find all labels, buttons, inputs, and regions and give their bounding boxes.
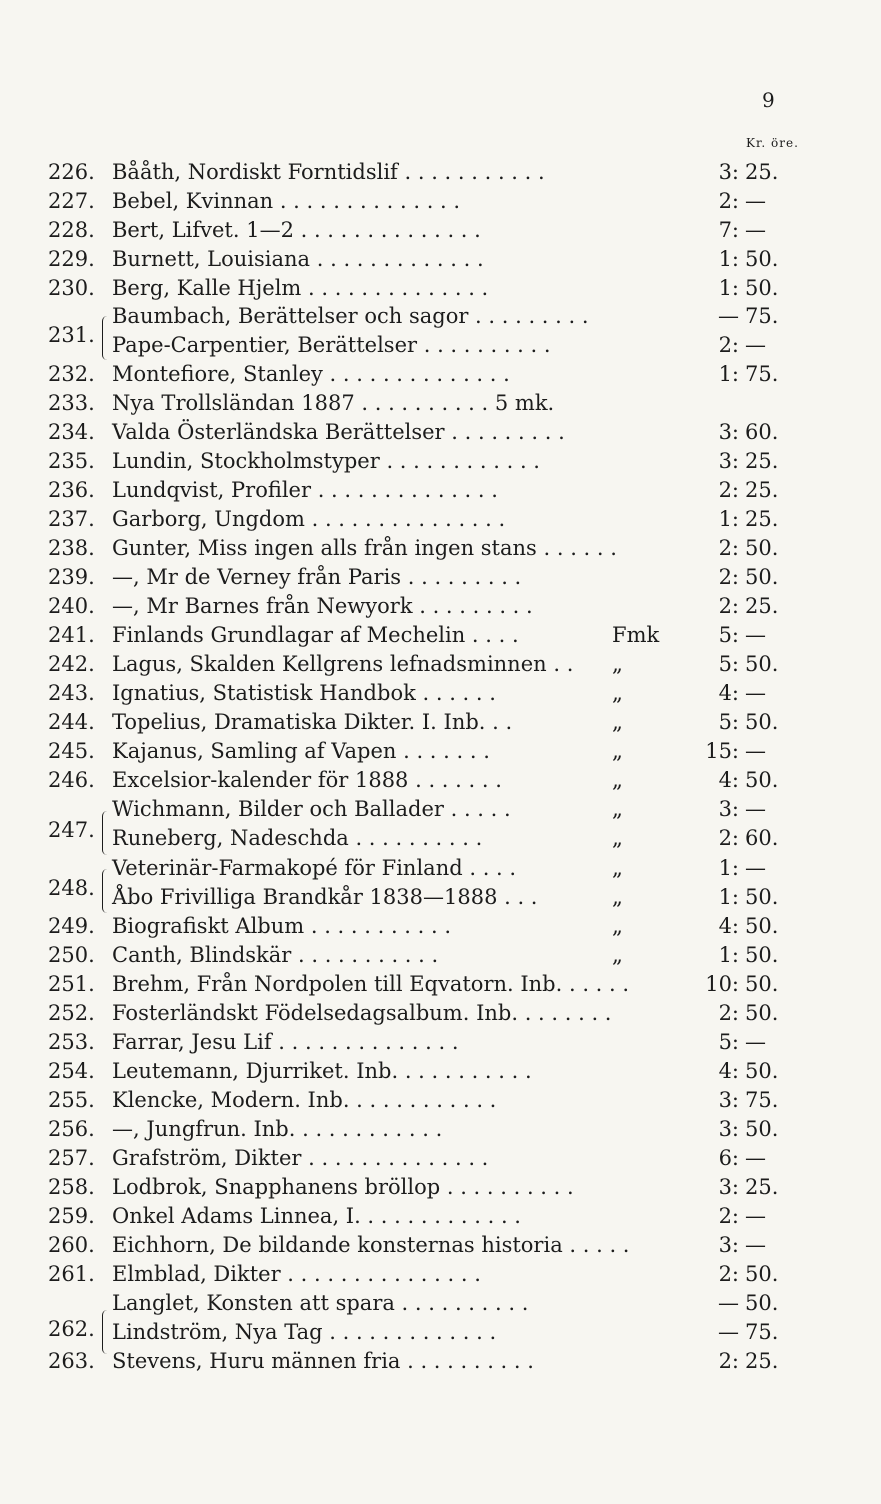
catalog-row [0,972,881,1002]
price-kronor: 1: [718,507,739,531]
catalog-row [0,797,881,827]
price-kronor: 3: [718,1117,739,1141]
catalog-row [0,856,881,886]
entry-title: Montefiore, Stanley . . . . . . . . . . . . . . [112,362,510,386]
price-ore: 60. [745,826,779,850]
entry-title: Gunter, Miss ingen alls från ingen stans . . . . . . [112,536,617,560]
currency-mark: „ [612,885,623,909]
currency-mark: „ [612,943,623,967]
price-ore: 25. [745,449,779,473]
price-ore: — [745,623,766,647]
price-kronor: 2: [718,1001,739,1025]
catalog-row [0,885,881,915]
entry-title: Bebel, Kvinnan . . . . . . . . . . . . . . [112,189,461,213]
price-ore: 50. [745,710,779,734]
entry-title: —, Mr Barnes från Newyork . . . . . . . . . [112,594,533,618]
catalog-row [0,1146,881,1176]
currency-mark: „ [612,710,623,734]
price-kronor: 5: [718,652,739,676]
entry-number-247: 247. [48,818,95,842]
entry-number: 229. [48,247,95,271]
entry-number: 243. [48,681,95,705]
price-ore: 75. [745,362,779,386]
price-kronor: 2: [718,565,739,589]
entry-title: Lodbrok, Snapphanens bröllop . . . . . . . . . . [112,1175,574,1199]
entry-number: 239. [48,565,95,589]
price-kronor: 4: [718,914,739,938]
entry-title: Grafström, Dikter . . . . . . . . . . . . . . [112,1146,489,1170]
price-ore: 25. [745,160,779,184]
price-ore: 25. [745,507,779,531]
catalog-row [0,304,881,334]
currency-mark: „ [612,914,623,938]
price-kronor: 3: [718,160,739,184]
catalog-row [0,1291,881,1321]
price-ore: 50. [745,1262,779,1286]
price-kronor: — [718,304,739,328]
entry-title: Finlands Grundlagar af Mechelin . . . . [112,623,519,647]
entry-number: 232. [48,362,95,386]
price-ore: 60. [745,420,779,444]
entry-number: 240. [48,594,95,618]
catalog-row [0,391,881,421]
price-ore: 50. [745,1117,779,1141]
entry-number: 250. [48,943,95,967]
catalog-row [0,768,881,798]
catalog-row [0,652,881,682]
price-ore: 50. [745,972,779,996]
price-ore: 25. [745,478,779,502]
entry-number-248: 248. [48,876,95,900]
price-ore: 75. [745,1320,779,1344]
price-kronor: 5: [718,710,739,734]
entry-title: Berg, Kalle Hjelm . . . . . . . . . . . . . . [112,276,489,300]
price-kronor: 5: [718,623,739,647]
price-kronor: 2: [718,1204,739,1228]
entry-number: 258. [48,1175,95,1199]
price-ore: — [745,1030,766,1054]
entry-number: 230. [48,276,95,300]
currency-mark: Fmk [612,623,660,647]
brace-262 [102,1310,110,1354]
price-ore: 75. [745,1088,779,1112]
entry-title: Bert, Lifvet. 1—2 . . . . . . . . . . . . . . [112,218,481,242]
entry-number: 246. [48,768,95,792]
entry-number: 242. [48,652,95,676]
price-kronor: 1: [718,276,739,300]
price-ore: 50. [745,565,779,589]
entry-number: 263. [48,1349,95,1373]
entry-number-231: 231. [48,323,95,347]
entry-number: 241. [48,623,95,647]
entry-title: Kajanus, Samling af Vapen . . . . . . . [112,739,490,763]
entry-number: 249. [48,914,95,938]
price-kronor: 6: [718,1146,739,1170]
entry-title: Baumbach, Berättelser och sagor . . . . . . . . . [112,304,589,328]
price-kronor: 2: [718,478,739,502]
price-ore: 50. [745,914,779,938]
price-kronor: 2: [718,1262,739,1286]
entry-title: Onkel Adams Linnea, I. . . . . . . . . . . . . [112,1204,521,1228]
entry-number: 236. [48,478,95,502]
catalog-row [0,1233,881,1263]
currency-mark: „ [612,739,623,763]
entry-number: 257. [48,1146,95,1170]
price-kronor: 4: [718,681,739,705]
price-kronor: 10: [705,972,739,996]
catalog-row [0,160,881,190]
entry-number: 253. [48,1030,95,1054]
entry-number: 252. [48,1001,95,1025]
currency-mark: „ [612,681,623,705]
entry-title: Canth, Blindskär . . . . . . . . . . . [112,943,439,967]
entry-number: 238. [48,536,95,560]
catalog-row [0,1262,881,1292]
entry-title: Elmblad, Dikter . . . . . . . . . . . . . . . [112,1262,481,1286]
price-kronor: 2: [718,594,739,618]
price-kronor: 1: [718,885,739,909]
entry-title: —, Jungfrun. Inb. . . . . . . . . . . . [112,1117,443,1141]
entry-title: Ignatius, Statistisk Handbok . . . . . . [112,681,496,705]
price-ore: 75. [745,304,779,328]
entry-title: Åbo Frivilliga Brandkår 1838—1888 . . . [112,885,538,909]
catalog-row [0,1349,881,1379]
price-ore: 50. [745,536,779,560]
price-kronor: 15: [705,739,739,763]
entry-number: 256. [48,1117,95,1141]
catalog-row [0,914,881,944]
entry-number: 227. [48,189,95,213]
entry-title: Biografiskt Album . . . . . . . . . . . [112,914,452,938]
price-kronor: 2: [718,189,739,213]
catalog-row [0,247,881,277]
entry-number: 261. [48,1262,95,1286]
entry-number: 237. [48,507,95,531]
entry-title: Pape-Carpentier, Berättelser . . . . . . . . . . [112,333,551,357]
catalog-row [0,565,881,595]
entry-title: Lindström, Nya Tag . . . . . . . . . . . . . [112,1320,497,1344]
price-kronor: 1: [718,856,739,880]
price-ore: 50. [745,1291,779,1315]
entry-number: 245. [48,739,95,763]
catalog-row [0,189,881,219]
entry-number: 255. [48,1088,95,1112]
entry-number: 234. [48,420,95,444]
entry-title: Garborg, Ungdom . . . . . . . . . . . . . . . [112,507,506,531]
page-number: 9 [762,88,775,112]
entry-title: Farrar, Jesu Lif . . . . . . . . . . . . . . [112,1030,459,1054]
entry-title: Bååth, Nordiskt Forntidslif . . . . . . . . . . . [112,160,545,184]
price-kronor: — [718,1291,739,1315]
entry-title: Lundin, Stockholmstyper . . . . . . . . . . . . [112,449,540,473]
catalog-row [0,218,881,248]
catalog-row [0,1001,881,1031]
price-ore: 50. [745,768,779,792]
price-ore: — [745,856,766,880]
catalog-row [0,1088,881,1118]
column-header: Kr. öre. [746,136,799,150]
price-kronor: 2: [718,333,739,357]
catalog-row [0,536,881,566]
price-kronor: 1: [718,362,739,386]
price-kronor: 4: [718,1059,739,1083]
entry-number: 251. [48,972,95,996]
catalog-row [0,710,881,740]
entry-number: 226. [48,160,95,184]
price-ore: 50. [745,652,779,676]
catalog-row [0,1204,881,1234]
price-kronor: — [718,1320,739,1344]
price-ore: 50. [745,1059,779,1083]
currency-mark: „ [612,768,623,792]
entry-number: 228. [48,218,95,242]
price-ore: — [745,189,766,213]
price-ore: 25. [745,1175,779,1199]
entry-title: Eichhorn, De bildande konsternas historia . . . . . [112,1233,630,1257]
price-kronor: 2: [718,826,739,850]
entry-number: 244. [48,710,95,734]
price-ore: — [745,1204,766,1228]
price-kronor: 3: [718,1088,739,1112]
brace-247 [102,811,110,855]
currency-mark: „ [612,826,623,850]
price-kronor: 3: [718,1233,739,1257]
price-ore: 50. [745,276,779,300]
price-ore: — [745,218,766,242]
currency-mark: „ [612,652,623,676]
catalog-row [0,507,881,537]
price-kronor: 1: [718,247,739,271]
entry-title: Wichmann, Bilder och Ballader . . . . . [112,797,511,821]
price-ore: 50. [745,247,779,271]
entry-title: Excelsior-kalender för 1888 . . . . . . . [112,768,502,792]
entry-number: 233. [48,391,95,415]
catalog-row [0,1117,881,1147]
entry-title: Veterinär-Farmakopé för Finland . . . . [112,856,517,880]
price-ore: — [745,1233,766,1257]
entry-title: Runeberg, Nadeschda . . . . . . . . . . [112,826,483,850]
price-kronor: 1: [718,943,739,967]
entry-title: Langlet, Konsten att spara . . . . . . . . . . [112,1291,529,1315]
entry-title: Topelius, Dramatiska Dikter. I. Inb. . . [112,710,513,734]
price-ore: 50. [745,1001,779,1025]
brace-231 [102,316,110,360]
brace-248 [102,869,110,913]
price-kronor: 3: [718,797,739,821]
price-ore: — [745,333,766,357]
entry-title: Valda Österländska Berättelser . . . . . . . . . [112,420,565,444]
price-ore: — [745,739,766,763]
catalog-row [0,1030,881,1060]
entry-title: Leutemann, Djurriket. Inb. . . . . . . . . . . [112,1059,532,1083]
entry-title: Lundqvist, Profiler . . . . . . . . . . . . . . [112,478,498,502]
catalog-row [0,943,881,973]
catalog-row [0,826,881,856]
price-ore: — [745,1146,766,1170]
catalog-row [0,1059,881,1089]
catalog-row [0,594,881,624]
price-ore: 50. [745,943,779,967]
price-ore: — [745,681,766,705]
catalog-row [0,1175,881,1205]
catalog-row [0,1320,881,1350]
price-ore: 25. [745,1349,779,1373]
entry-number: 235. [48,449,95,473]
catalog-row [0,739,881,769]
catalog-row [0,623,881,653]
catalog-row [0,333,881,363]
price-kronor: 3: [718,449,739,473]
price-ore: — [745,797,766,821]
catalog-row [0,478,881,508]
price-kronor: 2: [718,1349,739,1373]
currency-mark: „ [612,856,623,880]
entry-title: Fosterländskt Födelsedagsalbum. Inb. . . . . . . . [112,1001,612,1025]
entry-number: 259. [48,1204,95,1228]
price-ore: 50. [745,885,779,909]
price-kronor: 2: [718,536,739,560]
entry-number: 260. [48,1233,95,1257]
price-kronor: 5: [718,1030,739,1054]
entry-title: —, Mr de Verney från Paris . . . . . . . . . [112,565,522,589]
entry-number-262: 262. [48,1317,95,1341]
price-kronor: 7: [718,218,739,242]
entry-title: Brehm, Från Nordpolen till Eqvatorn. Inb. . . . . . [112,972,630,996]
entry-title: Burnett, Louisiana . . . . . . . . . . . . . [112,247,484,271]
catalog-row [0,276,881,306]
price-ore: 25. [745,594,779,618]
catalog-row [0,420,881,450]
price-kronor: 3: [718,420,739,444]
currency-mark: „ [612,797,623,821]
entry-title: Klencke, Modern. Inb. . . . . . . . . . . . [112,1088,497,1112]
price-kronor: 3: [718,1175,739,1199]
entry-number: 254. [48,1059,95,1083]
entry-title: Stevens, Huru männen fria . . . . . . . . . . [112,1349,534,1373]
price-kronor: 4: [718,768,739,792]
entry-title: Nya Trollsländan 1887 . . . . . . . . . . 5 mk. [112,391,555,415]
catalog-row [0,681,881,711]
entry-title: Lagus, Skalden Kellgrens lefnadsminnen . . [112,652,574,676]
catalog-row [0,362,881,392]
catalog-row [0,449,881,479]
